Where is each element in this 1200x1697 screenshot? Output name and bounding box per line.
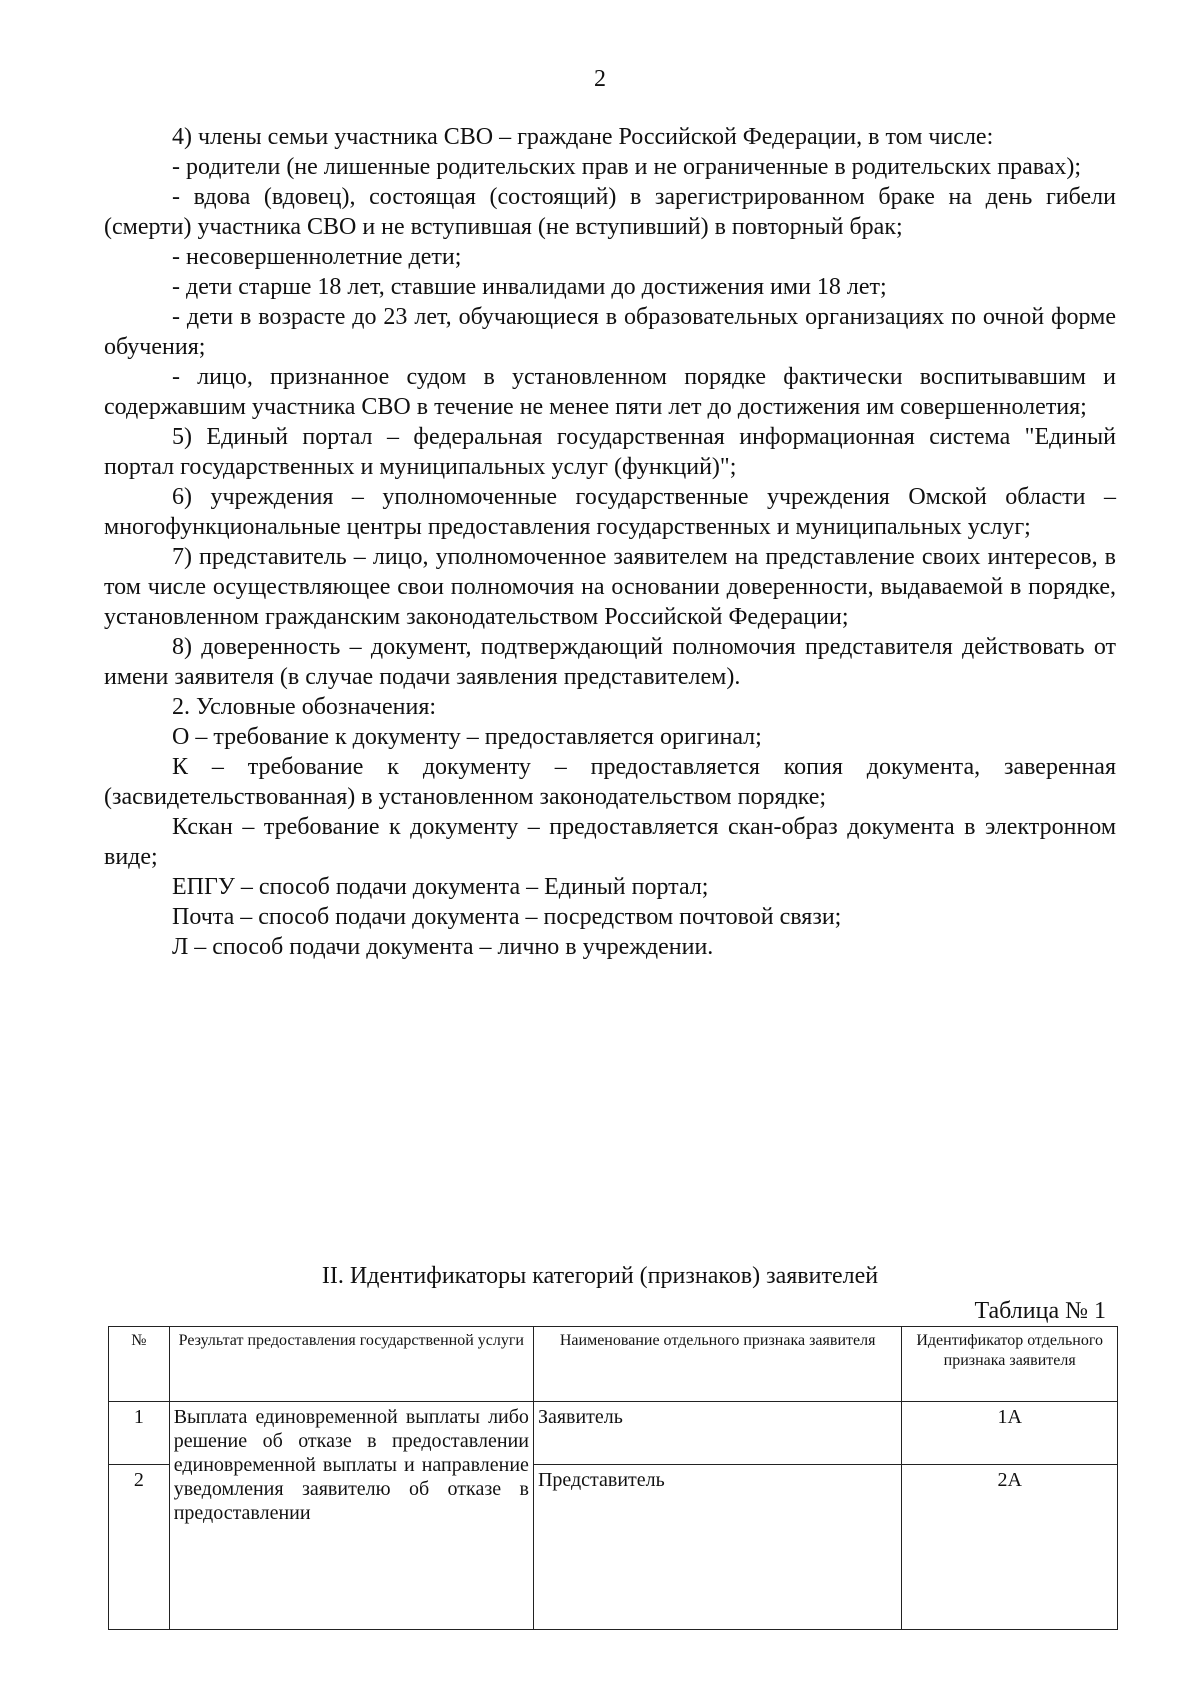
applicant-identifiers-table	[108, 1326, 1118, 1630]
paragraph: - несовершеннолетние дети;	[172, 244, 462, 270]
paragraph: 5) Единый портал – федеральная государственная информационная система "Единый портал государственных и муниципальных услуг (функций)";	[104, 424, 1116, 480]
paragraph: Почта – способ подачи документа – посредством почтовой связи;	[172, 904, 842, 930]
paragraph: - родители (не лишенные родительских прав и не ограниченные в родительских правах);	[172, 154, 1082, 180]
feature-cell: Представитель	[533, 1465, 901, 1630]
paragraph: - лицо, признанное судом в установленном порядке фактически воспитывавшим и содержавшим участника СВО в течение не менее пяти лет до достижения им совершеннолетия;	[104, 364, 1116, 420]
paragraph: 7) представитель – лицо, уполномоченное заявителем на представление своих интересов, в том числе осуществляющее свои полномочия на основании доверенности, выдаваемой в порядке, установленном гражданским законодательством Российской Федерации;	[104, 544, 1116, 630]
identifier-cell: 1А	[902, 1402, 1118, 1465]
table-header-row	[109, 1327, 1118, 1402]
paragraph: О – требование к документу – предоставляется оригинал;	[172, 724, 762, 750]
feature-cell: Заявитель	[533, 1402, 901, 1465]
paragraph: К – требование к документу – предоставляется копия документа, заверенная (засвидетельствованная) в установленном законодательством порядке;	[104, 754, 1116, 810]
paragraph: 8) доверенность – документ, подтверждающий полномочия представителя действовать от имени заявителя (в случае подачи заявления представителем).	[104, 634, 1116, 690]
section-title: II. Идентификаторы категорий (признаков) заявителей	[321, 1263, 879, 1289]
header-identifier: Идентификатор отдельного признака заявителя	[902, 1327, 1118, 1402]
body-text	[104, 122, 1116, 962]
paragraph: Кскан – требование к документу – предоставляется скан-образ документа в электронном виде;	[104, 814, 1116, 870]
paragraph: - дети в возрасте до 23 лет, обучающиеся в образовательных организациях по очной форме обучения;	[104, 304, 1116, 360]
row-number: 2	[109, 1465, 170, 1630]
row-number: 1	[109, 1402, 170, 1465]
paragraph: 2. Условные обозначения:	[172, 694, 437, 720]
page-number: 2	[594, 66, 606, 92]
header-feature: Наименование отдельного признака заявителя	[533, 1327, 901, 1402]
result-text: Выплата единовременной выплаты либо решение об отказе в предоставлении единовременной выплаты и направление уведомления заявителю об отказе в предоставлении	[173, 1406, 529, 1524]
paragraph: 6) учреждения – уполномоченные государственные учреждения Омской области – многофункциональные центры предоставления государственных и муниципальных услуг;	[104, 484, 1116, 540]
paragraph: 4) члены семьи участника СВО – граждане Российской Федерации, в том числе:	[172, 124, 994, 150]
table-row	[109, 1402, 1118, 1465]
paragraph: Л – способ подачи документа – лично в учреждении.	[172, 934, 714, 960]
result-cell	[169, 1402, 533, 1630]
header-result: Результат предоставления государственной услуги	[169, 1327, 533, 1402]
identifier-cell: 2А	[902, 1465, 1118, 1630]
paragraph: - дети старше 18 лет, ставшие инвалидами до достижения ими 18 лет;	[172, 274, 887, 300]
paragraph: - вдова (вдовец), состоящая (состоящий) в зарегистрированном браке на день гибели (смерти) участника СВО и не вступившая (не вступивший) в повторный брак;	[104, 184, 1116, 240]
header-number: №	[109, 1327, 170, 1402]
table-caption: Таблица № 1	[974, 1298, 1106, 1324]
paragraph: ЕПГУ – способ подачи документа – Единый портал;	[172, 874, 709, 900]
